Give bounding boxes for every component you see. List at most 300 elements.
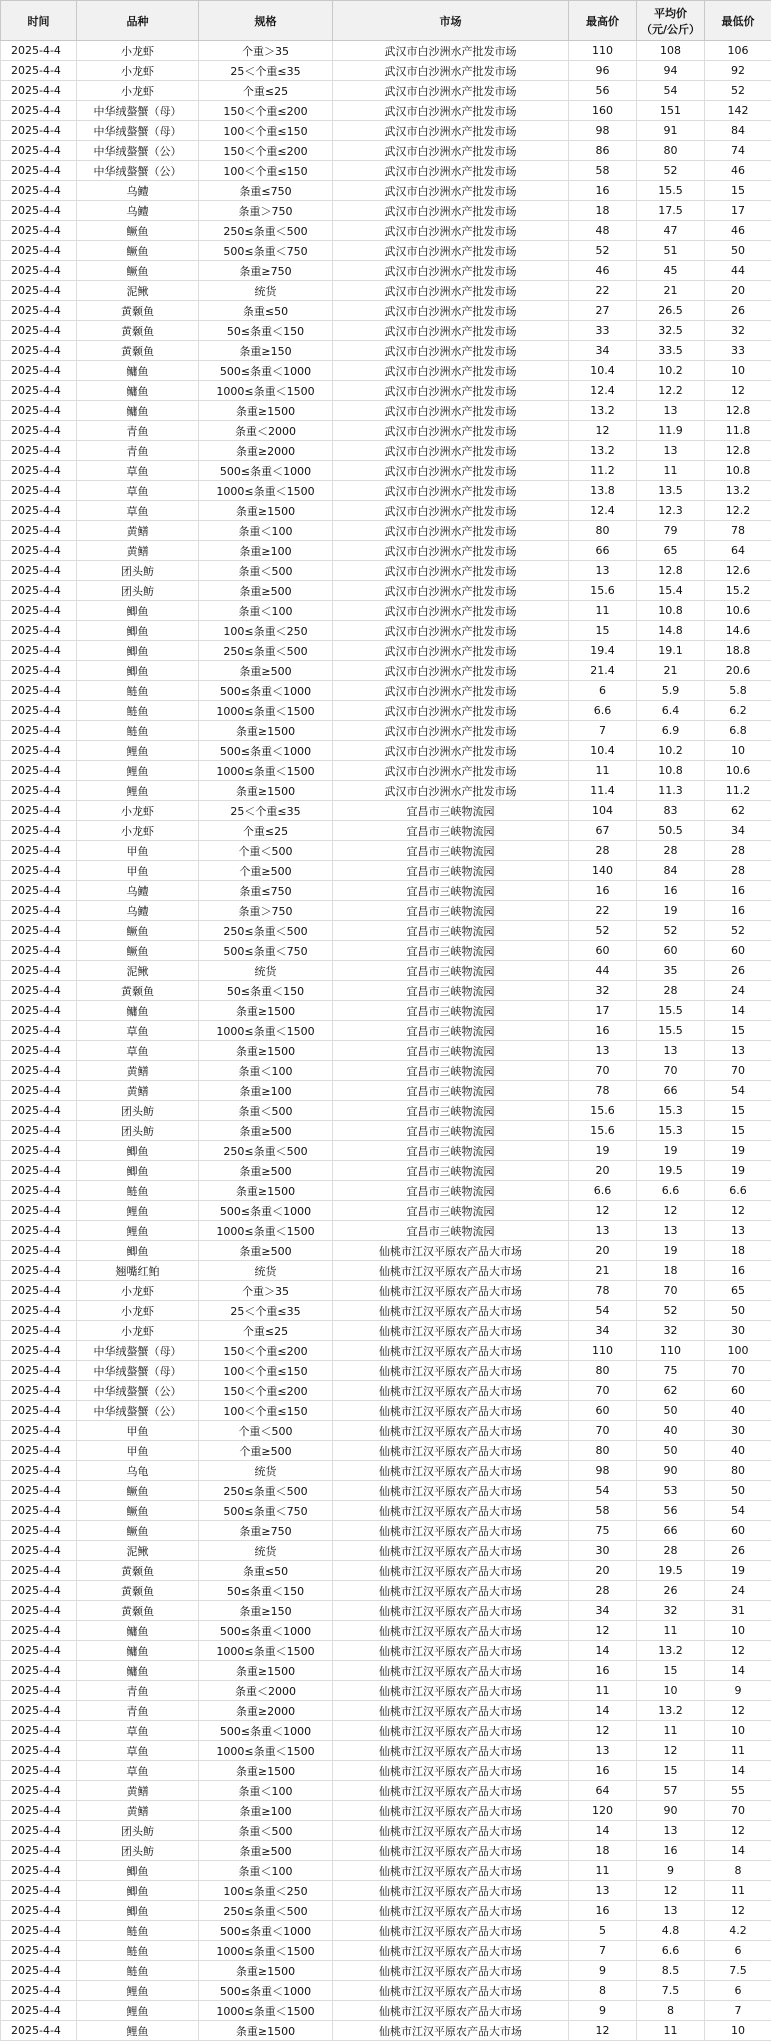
cell-spec: 500≤条重＜1000: [199, 741, 333, 761]
cell-min-price: 60: [705, 941, 771, 961]
cell-avg-price: 70: [637, 1061, 705, 1081]
table-row: [1, 201, 771, 221]
table-row: [1, 1601, 771, 1621]
table-row: [1, 261, 771, 281]
cell-time: 2025-4-4: [1, 1961, 77, 1981]
table-row: [1, 621, 771, 641]
cell-market: 宜昌市三峡物流园: [333, 1141, 569, 1161]
cell-max-price: 13.8: [569, 481, 637, 501]
cell-avg-price: 6.9: [637, 721, 705, 741]
cell-market: 宜昌市三峡物流园: [333, 1081, 569, 1101]
table-row: [1, 1641, 771, 1661]
cell-avg-price: 4.8: [637, 1921, 705, 1941]
cell-market: 武汉市白沙洲水产批发市场: [333, 481, 569, 501]
cell-time: 2025-4-4: [1, 681, 77, 701]
table-row: [1, 1961, 771, 1981]
cell-max-price: 20: [569, 1161, 637, 1181]
cell-time: 2025-4-4: [1, 541, 77, 561]
cell-avg-price: 90: [637, 1801, 705, 1821]
cell-spec: 条重≥100: [199, 541, 333, 561]
cell-variety: 黄鳝: [77, 1801, 199, 1821]
cell-variety: 鲫鱼: [77, 1861, 199, 1881]
table-row: [1, 1061, 771, 1081]
cell-variety: 鳙鱼: [77, 401, 199, 421]
cell-spec: 150＜个重≤200: [199, 141, 333, 161]
cell-spec: 条重≥500: [199, 1841, 333, 1861]
cell-time: 2025-4-4: [1, 341, 77, 361]
cell-min-price: 9: [705, 1681, 771, 1701]
cell-market: 武汉市白沙洲水产批发市场: [333, 441, 569, 461]
cell-time: 2025-4-4: [1, 641, 77, 661]
cell-min-price: 12: [705, 1201, 771, 1221]
cell-max-price: 14: [569, 1821, 637, 1841]
cell-min-price: 26: [705, 1541, 771, 1561]
cell-min-price: 33: [705, 341, 771, 361]
cell-market: 仙桃市江汉平原农产品大市场: [333, 1841, 569, 1861]
cell-time: 2025-4-4: [1, 1981, 77, 2001]
cell-time: 2025-4-4: [1, 661, 77, 681]
cell-market: 武汉市白沙洲水产批发市场: [333, 461, 569, 481]
cell-variety: 黄颡鱼: [77, 321, 199, 341]
cell-avg-price: 70: [637, 1281, 705, 1301]
cell-min-price: 80: [705, 1461, 771, 1481]
cell-time: 2025-4-4: [1, 1381, 77, 1401]
table-row: [1, 1281, 771, 1301]
cell-market: 仙桃市江汉平原农产品大市场: [333, 1521, 569, 1541]
cell-avg-price: 26.5: [637, 301, 705, 321]
cell-market: 仙桃市江汉平原农产品大市场: [333, 1361, 569, 1381]
cell-spec: 条重≥500: [199, 1161, 333, 1181]
cell-time: 2025-4-4: [1, 1201, 77, 1221]
cell-min-price: 11: [705, 1881, 771, 1901]
cell-variety: 中华绒螯蟹（公）: [77, 1381, 199, 1401]
cell-time: 2025-4-4: [1, 1661, 77, 1681]
table-row: [1, 1261, 771, 1281]
cell-avg-price: 66: [637, 1521, 705, 1541]
cell-max-price: 6.6: [569, 1181, 637, 1201]
cell-avg-price: 11.9: [637, 421, 705, 441]
cell-spec: 条重＜500: [199, 1101, 333, 1121]
cell-time: 2025-4-4: [1, 841, 77, 861]
cell-spec: 1000≤条重＜1500: [199, 2001, 333, 2021]
cell-max-price: 15.6: [569, 581, 637, 601]
cell-variety: 鲫鱼: [77, 1161, 199, 1181]
table-row: [1, 2001, 771, 2021]
table-row: [1, 141, 771, 161]
cell-time: 2025-4-4: [1, 941, 77, 961]
cell-min-price: 55: [705, 1781, 771, 1801]
cell-time: 2025-4-4: [1, 1221, 77, 1241]
cell-max-price: 15.6: [569, 1121, 637, 1141]
cell-market: 武汉市白沙洲水产批发市场: [333, 621, 569, 641]
cell-spec: 1000≤条重＜1500: [199, 1641, 333, 1661]
cell-market: 仙桃市江汉平原农产品大市场: [333, 1481, 569, 1501]
cell-max-price: 56: [569, 81, 637, 101]
cell-min-price: 12: [705, 1901, 771, 1921]
cell-variety: 鳜鱼: [77, 1501, 199, 1521]
table-row: [1, 341, 771, 361]
cell-time: 2025-4-4: [1, 1521, 77, 1541]
cell-max-price: 13.2: [569, 441, 637, 461]
cell-market: 宜昌市三峡物流园: [333, 1041, 569, 1061]
cell-time: 2025-4-4: [1, 501, 77, 521]
cell-market: 武汉市白沙洲水产批发市场: [333, 641, 569, 661]
cell-market: 仙桃市江汉平原农产品大市场: [333, 1541, 569, 1561]
table-row: [1, 441, 771, 461]
cell-variety: 鳜鱼: [77, 921, 199, 941]
cell-max-price: 15.6: [569, 1101, 637, 1121]
cell-min-price: 26: [705, 961, 771, 981]
cell-max-price: 16: [569, 181, 637, 201]
cell-spec: 1000≤条重＜1500: [199, 1021, 333, 1041]
cell-spec: 个重＞35: [199, 41, 333, 61]
table-row: [1, 221, 771, 241]
cell-variety: 甲鱼: [77, 1421, 199, 1441]
cell-avg-price: 66: [637, 1081, 705, 1101]
cell-market: 仙桃市江汉平原农产品大市场: [333, 1761, 569, 1781]
cell-variety: 小龙虾: [77, 1321, 199, 1341]
cell-variety: 草鱼: [77, 1741, 199, 1761]
cell-variety: 鳙鱼: [77, 361, 199, 381]
cell-market: 宜昌市三峡物流园: [333, 981, 569, 1001]
cell-min-price: 92: [705, 61, 771, 81]
cell-max-price: 14: [569, 1641, 637, 1661]
cell-market: 武汉市白沙洲水产批发市场: [333, 301, 569, 321]
cell-variety: 鲢鱼: [77, 701, 199, 721]
cell-avg-price: 13.2: [637, 1701, 705, 1721]
cell-avg-price: 10: [637, 1681, 705, 1701]
cell-variety: 鲢鱼: [77, 1961, 199, 1981]
cell-time: 2025-4-4: [1, 61, 77, 81]
cell-spec: 条重＜100: [199, 1781, 333, 1801]
cell-market: 宜昌市三峡物流园: [333, 1161, 569, 1181]
cell-time: 2025-4-4: [1, 1101, 77, 1121]
cell-spec: 条重＞750: [199, 201, 333, 221]
cell-time: 2025-4-4: [1, 2001, 77, 2021]
cell-variety: 泥鳅: [77, 1541, 199, 1561]
cell-time: 2025-4-4: [1, 1901, 77, 1921]
cell-market: 宜昌市三峡物流园: [333, 1201, 569, 1221]
cell-variety: 草鱼: [77, 461, 199, 481]
table-row: [1, 1181, 771, 1201]
cell-avg-price: 13: [637, 441, 705, 461]
cell-avg-price: 13: [637, 1041, 705, 1061]
cell-variety: 鲢鱼: [77, 721, 199, 741]
cell-variety: 团头鲂: [77, 1841, 199, 1861]
cell-time: 2025-4-4: [1, 1121, 77, 1141]
cell-time: 2025-4-4: [1, 1341, 77, 1361]
cell-min-price: 12.6: [705, 561, 771, 581]
cell-min-price: 11.8: [705, 421, 771, 441]
cell-max-price: 6: [569, 681, 637, 701]
cell-market: 仙桃市江汉平原农产品大市场: [333, 1961, 569, 1981]
cell-min-price: 142: [705, 101, 771, 121]
cell-market: 宜昌市三峡物流园: [333, 1101, 569, 1121]
cell-time: 2025-4-4: [1, 741, 77, 761]
cell-max-price: 27: [569, 301, 637, 321]
cell-spec: 条重≥150: [199, 1601, 333, 1621]
cell-time: 2025-4-4: [1, 281, 77, 301]
cell-market: 武汉市白沙洲水产批发市场: [333, 661, 569, 681]
table-row: [1, 881, 771, 901]
cell-market: 仙桃市江汉平原农产品大市场: [333, 1681, 569, 1701]
cell-min-price: 7.5: [705, 1961, 771, 1981]
cell-market: 武汉市白沙洲水产批发市场: [333, 381, 569, 401]
cell-time: 2025-4-4: [1, 421, 77, 441]
cell-time: 2025-4-4: [1, 601, 77, 621]
cell-spec: 条重≥1500: [199, 401, 333, 421]
cell-time: 2025-4-4: [1, 301, 77, 321]
cell-spec: 条重＜100: [199, 1061, 333, 1081]
cell-min-price: 44: [705, 261, 771, 281]
table-row: [1, 281, 771, 301]
cell-avg-price: 15.3: [637, 1101, 705, 1121]
cell-spec: 500≤条重＜750: [199, 941, 333, 961]
cell-spec: 250≤条重＜500: [199, 921, 333, 941]
cell-spec: 条重≥1500: [199, 721, 333, 741]
table-row: [1, 721, 771, 741]
cell-min-price: 14.6: [705, 621, 771, 641]
cell-avg-price: 6.6: [637, 1941, 705, 1961]
cell-spec: 150＜个重≤200: [199, 101, 333, 121]
cell-spec: 1000≤条重＜1500: [199, 1741, 333, 1761]
cell-variety: 鳜鱼: [77, 241, 199, 261]
cell-max-price: 21.4: [569, 661, 637, 681]
cell-spec: 500≤条重＜1000: [199, 1981, 333, 2001]
cell-max-price: 11: [569, 601, 637, 621]
cell-market: 武汉市白沙洲水产批发市场: [333, 201, 569, 221]
cell-time: 2025-4-4: [1, 561, 77, 581]
cell-avg-price: 7.5: [637, 1981, 705, 2001]
cell-max-price: 34: [569, 1321, 637, 1341]
cell-max-price: 110: [569, 41, 637, 61]
cell-time: 2025-4-4: [1, 201, 77, 221]
table-row: [1, 321, 771, 341]
cell-market: 仙桃市江汉平原农产品大市场: [333, 1821, 569, 1841]
cell-max-price: 34: [569, 341, 637, 361]
cell-market: 武汉市白沙洲水产批发市场: [333, 121, 569, 141]
cell-variety: 鲫鱼: [77, 641, 199, 661]
cell-spec: 250≤条重＜500: [199, 641, 333, 661]
table-row: [1, 421, 771, 441]
cell-variety: 小龙虾: [77, 61, 199, 81]
cell-market: 仙桃市江汉平原农产品大市场: [333, 1581, 569, 1601]
cell-avg-price: 28: [637, 981, 705, 1001]
cell-variety: 鲤鱼: [77, 741, 199, 761]
cell-spec: 统货: [199, 1261, 333, 1281]
cell-min-price: 74: [705, 141, 771, 161]
cell-max-price: 98: [569, 1461, 637, 1481]
cell-market: 武汉市白沙洲水产批发市场: [333, 741, 569, 761]
cell-max-price: 17: [569, 1001, 637, 1021]
cell-spec: 条重≥1500: [199, 1961, 333, 1981]
cell-spec: 条重＜2000: [199, 421, 333, 441]
cell-max-price: 60: [569, 1401, 637, 1421]
cell-time: 2025-4-4: [1, 1481, 77, 1501]
cell-variety: 鲢鱼: [77, 1181, 199, 1201]
table-row: [1, 1881, 771, 1901]
cell-variety: 黄颡鱼: [77, 301, 199, 321]
cell-market: 武汉市白沙洲水产批发市场: [333, 541, 569, 561]
cell-min-price: 11.2: [705, 781, 771, 801]
cell-avg-price: 32: [637, 1601, 705, 1621]
cell-min-price: 12: [705, 1821, 771, 1841]
cell-avg-price: 9: [637, 1861, 705, 1881]
table-row: [1, 2021, 771, 2041]
cell-market: 仙桃市江汉平原农产品大市场: [333, 1741, 569, 1761]
table-row: [1, 1121, 771, 1141]
table-row: [1, 1621, 771, 1641]
cell-time: 2025-4-4: [1, 1541, 77, 1561]
cell-time: 2025-4-4: [1, 261, 77, 281]
cell-market: 武汉市白沙洲水产批发市场: [333, 281, 569, 301]
cell-variety: 乌鳢: [77, 881, 199, 901]
cell-min-price: 10.8: [705, 461, 771, 481]
cell-avg-price: 19.1: [637, 641, 705, 661]
cell-max-price: 120: [569, 1801, 637, 1821]
cell-max-price: 19: [569, 1141, 637, 1161]
cell-max-price: 7: [569, 1941, 637, 1961]
cell-max-price: 16: [569, 881, 637, 901]
cell-avg-price: 15: [637, 1761, 705, 1781]
cell-market: 宜昌市三峡物流园: [333, 801, 569, 821]
cell-spec: 条重＞750: [199, 901, 333, 921]
cell-market: 仙桃市江汉平原农产品大市场: [333, 1881, 569, 1901]
cell-spec: 统货: [199, 1461, 333, 1481]
cell-avg-price: 13.5: [637, 481, 705, 501]
cell-max-price: 13: [569, 1041, 637, 1061]
cell-variety: 黄颡鱼: [77, 1601, 199, 1621]
cell-market: 仙桃市江汉平原农产品大市场: [333, 2021, 569, 2041]
cell-max-price: 33: [569, 321, 637, 341]
cell-max-price: 12.4: [569, 381, 637, 401]
cell-market: 武汉市白沙洲水产批发市场: [333, 361, 569, 381]
cell-avg-price: 13: [637, 401, 705, 421]
cell-min-price: 52: [705, 921, 771, 941]
cell-market: 仙桃市江汉平原农产品大市场: [333, 1561, 569, 1581]
cell-spec: 条重≥2000: [199, 1701, 333, 1721]
table-row: [1, 1421, 771, 1441]
cell-avg-price: 21: [637, 281, 705, 301]
cell-avg-price: 12: [637, 1201, 705, 1221]
table-row: [1, 1581, 771, 1601]
cell-spec: 条重≥1500: [199, 2021, 333, 2041]
cell-spec: 1000≤条重＜1500: [199, 481, 333, 501]
cell-market: 武汉市白沙洲水产批发市场: [333, 321, 569, 341]
cell-max-price: 16: [569, 1761, 637, 1781]
cell-time: 2025-4-4: [1, 1501, 77, 1521]
cell-market: 武汉市白沙洲水产批发市场: [333, 521, 569, 541]
cell-spec: 条重≥1500: [199, 1001, 333, 1021]
cell-min-price: 16: [705, 881, 771, 901]
cell-variety: 鳙鱼: [77, 381, 199, 401]
cell-min-price: 70: [705, 1801, 771, 1821]
table-row: [1, 701, 771, 721]
cell-max-price: 8: [569, 1981, 637, 2001]
header-spec: 规格: [199, 1, 333, 41]
cell-min-price: 50: [705, 241, 771, 261]
cell-variety: 小龙虾: [77, 41, 199, 61]
cell-market: 武汉市白沙洲水产批发市场: [333, 341, 569, 361]
cell-min-price: 84: [705, 121, 771, 141]
cell-avg-price: 19.5: [637, 1561, 705, 1581]
cell-spec: 150＜个重≤200: [199, 1341, 333, 1361]
cell-avg-price: 12.2: [637, 381, 705, 401]
cell-variety: 小龙虾: [77, 821, 199, 841]
cell-variety: 团头鲂: [77, 1121, 199, 1141]
table-row: [1, 301, 771, 321]
cell-time: 2025-4-4: [1, 761, 77, 781]
cell-min-price: 10: [705, 1721, 771, 1741]
cell-max-price: 12.4: [569, 501, 637, 521]
cell-avg-price: 6.6: [637, 1181, 705, 1201]
cell-spec: 个重＜500: [199, 841, 333, 861]
cell-market: 宜昌市三峡物流园: [333, 1001, 569, 1021]
cell-avg-price: 15.3: [637, 1121, 705, 1141]
cell-variety: 青鱼: [77, 1681, 199, 1701]
cell-min-price: 60: [705, 1521, 771, 1541]
cell-min-price: 52: [705, 81, 771, 101]
cell-max-price: 9: [569, 2001, 637, 2021]
cell-max-price: 11.4: [569, 781, 637, 801]
cell-min-price: 32: [705, 321, 771, 341]
cell-min-price: 20.6: [705, 661, 771, 681]
table-row: [1, 1681, 771, 1701]
cell-variety: 小龙虾: [77, 1281, 199, 1301]
header-avg-unit: （元/公斤）: [637, 21, 704, 37]
cell-avg-price: 54: [637, 81, 705, 101]
header-row: [1, 1, 771, 41]
cell-time: 2025-4-4: [1, 81, 77, 101]
cell-spec: 条重≥1500: [199, 1661, 333, 1681]
cell-avg-price: 151: [637, 101, 705, 121]
cell-min-price: 12: [705, 381, 771, 401]
table-row: [1, 1301, 771, 1321]
cell-avg-price: 45: [637, 261, 705, 281]
cell-avg-price: 75: [637, 1361, 705, 1381]
cell-variety: 团头鲂: [77, 581, 199, 601]
cell-market: 仙桃市江汉平原农产品大市场: [333, 1381, 569, 1401]
cell-spec: 1000≤条重＜1500: [199, 1941, 333, 1961]
cell-market: 宜昌市三峡物流园: [333, 1061, 569, 1081]
cell-avg-price: 91: [637, 121, 705, 141]
cell-avg-price: 47: [637, 221, 705, 241]
cell-variety: 甲鱼: [77, 861, 199, 881]
cell-variety: 甲鱼: [77, 841, 199, 861]
cell-market: 武汉市白沙洲水产批发市场: [333, 181, 569, 201]
cell-time: 2025-4-4: [1, 381, 77, 401]
cell-market: 武汉市白沙洲水产批发市场: [333, 701, 569, 721]
cell-max-price: 22: [569, 901, 637, 921]
cell-time: 2025-4-4: [1, 1841, 77, 1861]
cell-min-price: 6: [705, 1941, 771, 1961]
cell-spec: 50≤条重＜150: [199, 321, 333, 341]
cell-market: 宜昌市三峡物流园: [333, 901, 569, 921]
cell-avg-price: 90: [637, 1461, 705, 1481]
cell-max-price: 58: [569, 161, 637, 181]
cell-min-price: 12.8: [705, 401, 771, 421]
cell-spec: 条重≤50: [199, 301, 333, 321]
cell-min-price: 15.2: [705, 581, 771, 601]
table-row: [1, 1921, 771, 1941]
cell-max-price: 160: [569, 101, 637, 121]
cell-min-price: 15: [705, 181, 771, 201]
cell-max-price: 16: [569, 1021, 637, 1041]
cell-max-price: 110: [569, 1341, 637, 1361]
cell-variety: 鲫鱼: [77, 601, 199, 621]
cell-time: 2025-4-4: [1, 1041, 77, 1061]
cell-min-price: 4.2: [705, 1921, 771, 1941]
